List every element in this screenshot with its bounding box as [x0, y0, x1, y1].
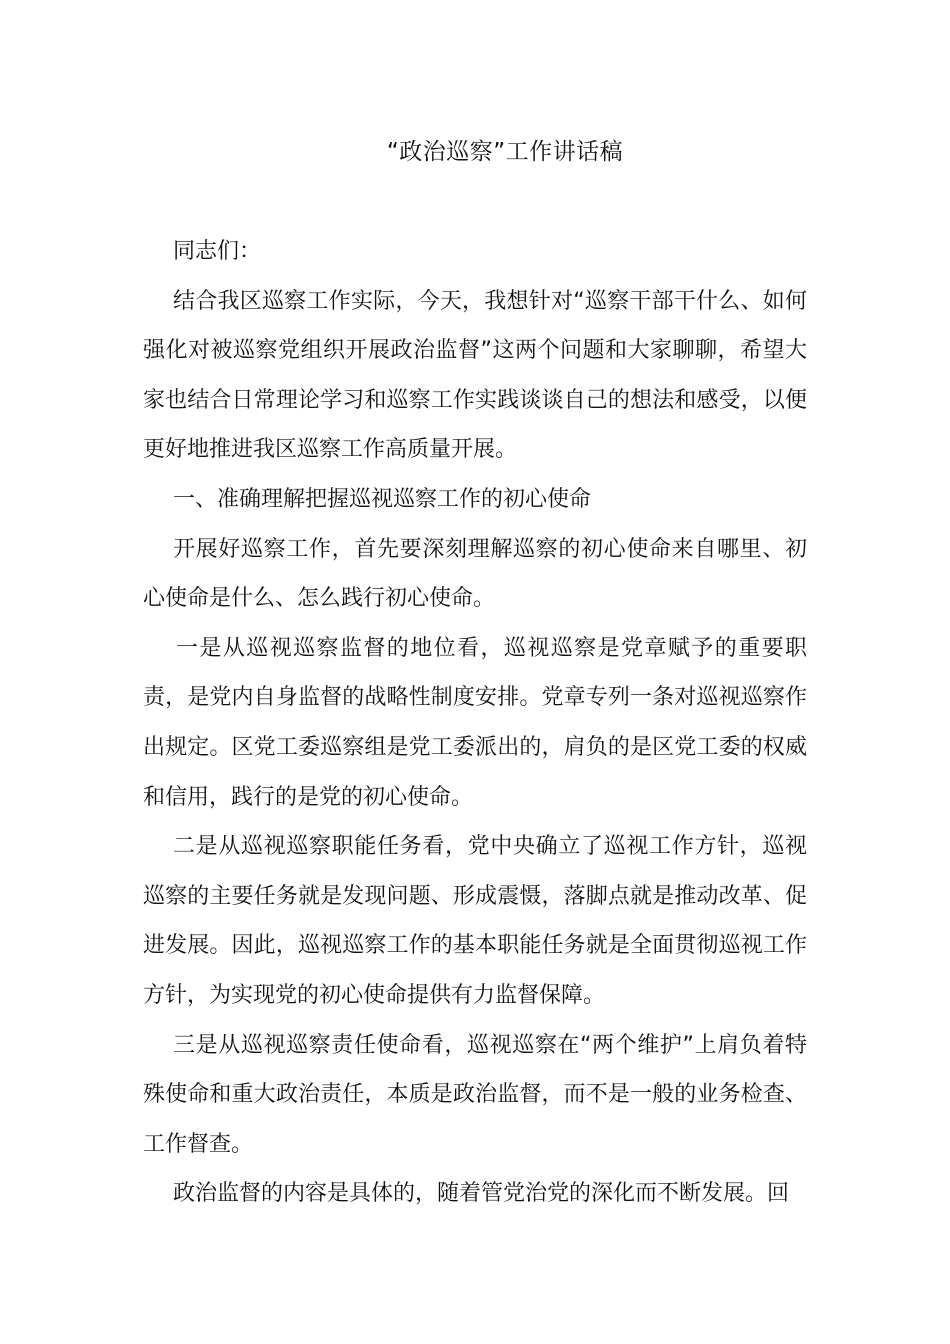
body-paragraph: 三是从巡视巡察责任使命看，巡视巡察在“两个维护”上肩负着特殊使命和重大政治责任，本质是政治监督，而不是一般的业务检查、工作督查。 [143, 1032, 807, 1157]
intro-paragraph: 结合我区巡察工作实际，今天，我想针对“巡察干部干什么、如何强化对被巡察党组织开展政治监督”这两个问题和大家聊聊，希望大家也结合日常理论学习和巡察工作实践谈谈自己的想法和感受，以便更好地推进我区巡察工作高质量开展。 [143, 288, 807, 463]
greeting-paragraph: 同志们： [173, 239, 262, 264]
section-heading-1: 一、准确理解把握巡视巡察工作的初心使命 [173, 486, 592, 512]
body-paragraph: 一是从巡视巡察监督的地位看，巡视巡察是党章赋予的重要职责，是党内自身监督的战略性制度安排。党章专列一条对巡视巡察作出规定。区党工委巡察组是党工委派出的，肩负的是区党工委的权威和信用，践行的是党的初心使命。 [143, 635, 807, 810]
body-paragraph: 政治监督的内容是具体的，随着管党治党的深化而不断发展。回 [173, 1181, 790, 1207]
document-body [143, 227, 807, 1219]
body-paragraph: 二是从巡视巡察职能任务看，党中央确立了巡视工作方针，巡视巡察的主要任务就是发现问题、形成震慑，落脚点就是推动改革、促进发展。因此，巡视巡察工作的基本职能任务就是全面贯彻巡视工作方针，为实现党的初心使命提供有力监督保障。 [143, 834, 807, 1008]
body-paragraph: 开展好巡察工作，首先要深刻理解巡察的初心使命来自哪里、初心使命是什么、怎么践行初心使命。 [143, 536, 807, 612]
document-title: “政治巡察”工作讲话稿 [386, 139, 624, 165]
